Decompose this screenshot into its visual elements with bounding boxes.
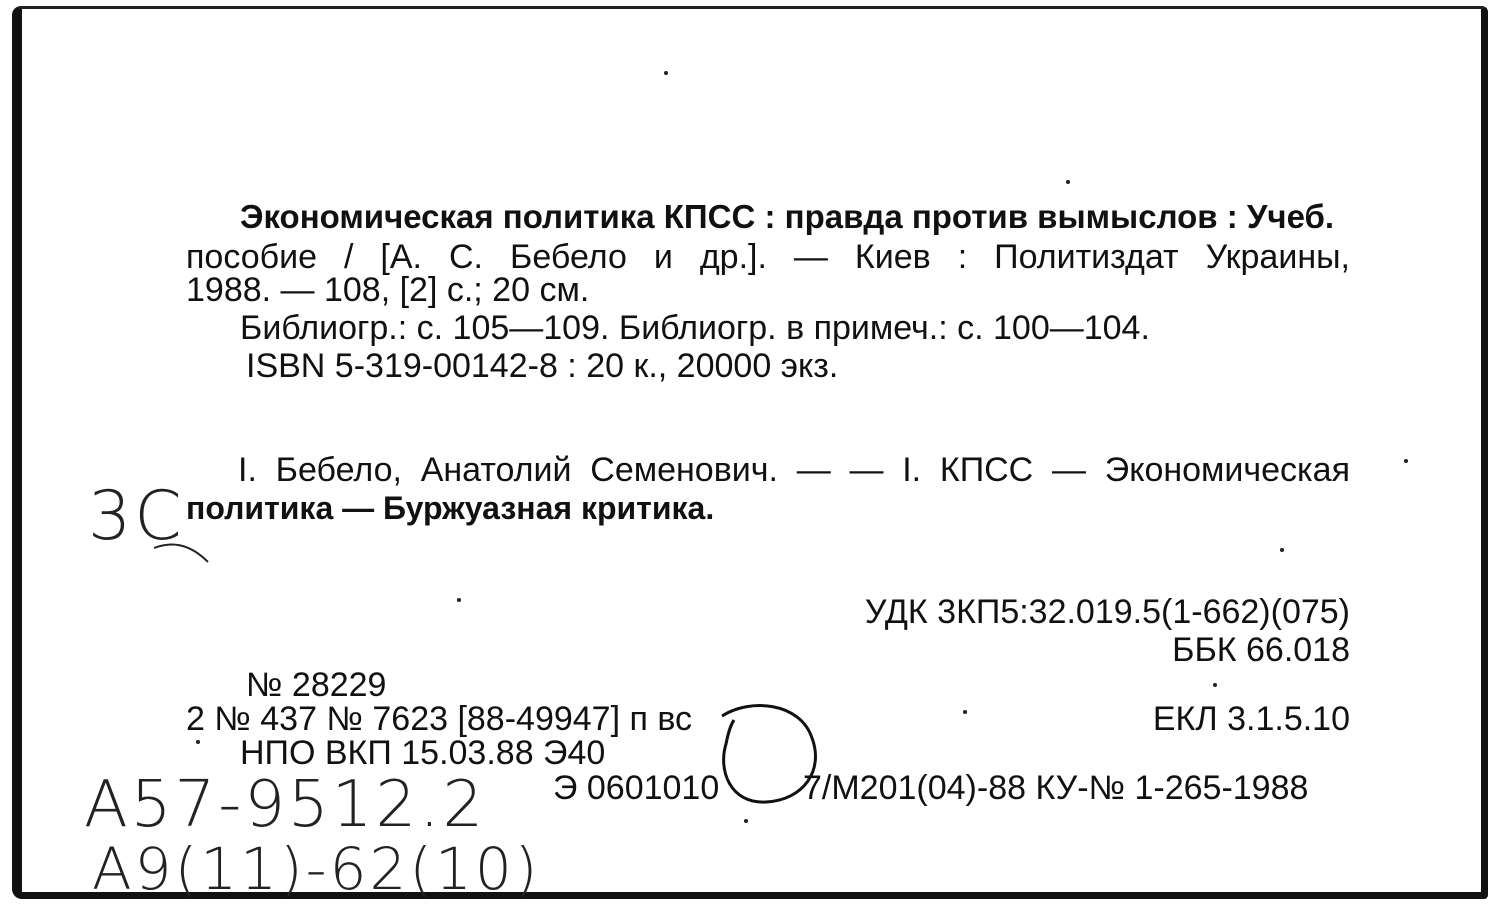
tracing-line-1: I. Бебело, Анатолий Семенович. — — I. КПСС — Экономическая — [238, 451, 1350, 489]
scan-speck — [1213, 683, 1217, 687]
scan-speck — [664, 71, 668, 75]
scan-speck — [457, 598, 461, 602]
isbn-line: ISBN 5-319-00142-8 : 20 к., 20000 экз. — [246, 347, 839, 385]
card-number: № 28229 — [246, 666, 387, 704]
bbk-code: ББК 66.018 — [1172, 631, 1350, 669]
ekl-code: ЕКЛ 3.1.5.10 — [1152, 700, 1350, 738]
bibliography-note: Библиогр.: с. 105—109. Библиогр. в примеч.: с. 100—104. — [240, 309, 1150, 347]
circle-stamp-mark — [700, 700, 830, 830]
udk-code: УДК 3КП5:32.019.5(1-662)(075) — [864, 593, 1350, 631]
title-line-3: 1988. — 108, [2] с.; 20 см. — [186, 271, 590, 309]
title-line-1: Экономическая политика КПСС : правда против вымыслов : Учеб. — [240, 198, 1335, 235]
scan-speck — [744, 819, 748, 823]
code-left: Э 0601010 — [553, 769, 720, 807]
scan-speck — [196, 740, 200, 744]
margin-underline-stroke — [150, 540, 220, 570]
scan-speck — [1280, 548, 1284, 552]
npo-line: НПО ВКП 15.03.88 Э40 — [240, 734, 606, 772]
handwritten-shelf-line-1: А57-9512.2 — [84, 768, 487, 842]
title-line-2: пособие / [А. С. Бебело и др.]. — Киев : Политиздат Украины, — [186, 238, 1350, 276]
handwritten-shelf-line-2: А9(11)-62(10) — [92, 835, 541, 903]
scan-speck — [963, 710, 967, 714]
order-line: 2 № 437 № 7623 [88-49947] п вс — [186, 700, 693, 738]
margin-handwritten-mark: 3С — [88, 477, 185, 556]
tracing-line-2: политика — Буржуазная критика. — [186, 490, 715, 526]
scan-speck — [1404, 459, 1408, 463]
code-right: 7/М201(04)-88 КУ-№ 1-265-1988 — [803, 769, 1309, 807]
scan-speck — [1066, 180, 1070, 184]
